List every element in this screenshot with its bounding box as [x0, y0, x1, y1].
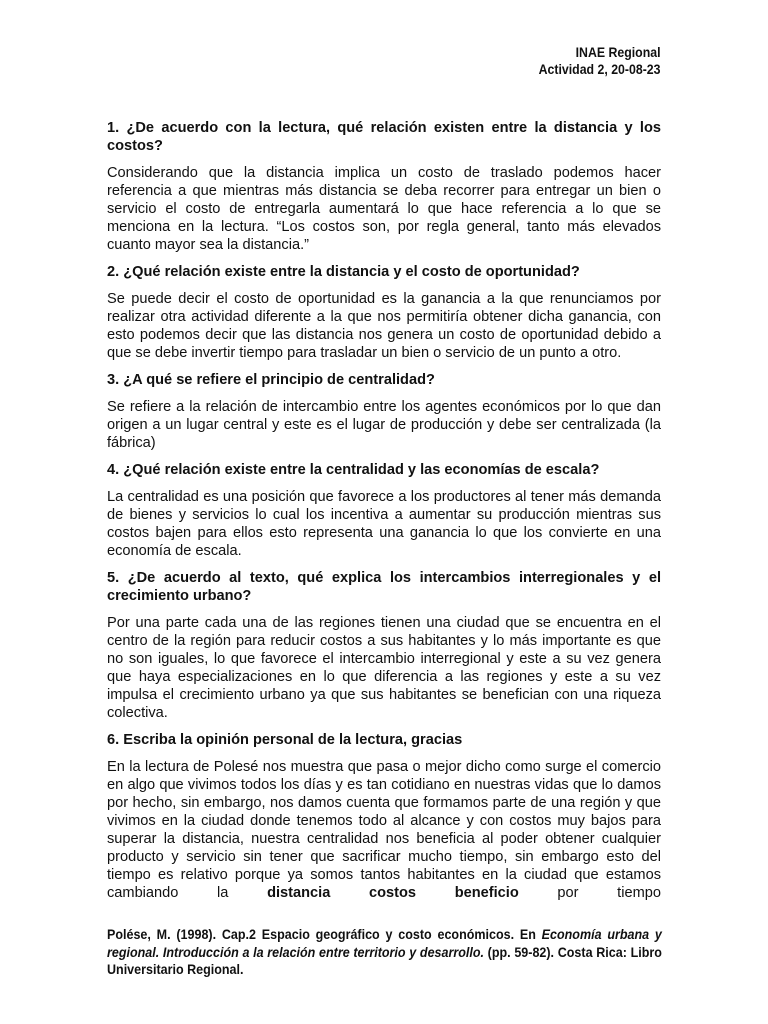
question-1: 1. ¿De acuerdo con la lectura, qué relación existen entre la distancia y los costos?: [107, 120, 661, 154]
answer-6-bold-phrase: distancia costos beneficio: [267, 885, 519, 901]
reference-part-1: Polése, M. (1998). Cap.2 Espacio geográfico y costo económicos. En: [107, 926, 542, 942]
document-header: [539, 44, 661, 78]
activity-date-label: Actividad 2, 20-08-23: [539, 61, 661, 77]
bibliographic-reference: [107, 926, 662, 979]
answer-6: [107, 758, 661, 902]
question-3: 3. ¿A qué se refiere el principio de centralidad?: [107, 372, 435, 388]
answer-4: La centralidad es una posición que favorece a los productores al tener más demanda de bienes y servicios lo cual los incentiva a aumentar su producción mientras sus costos bajen para ellos esto representa una ganancia lo que los convierte en una economía de escala.: [107, 489, 661, 559]
document-body: [107, 119, 661, 911]
question-6: 6. Escriba la opinión personal de la lectura, gracias: [107, 732, 463, 748]
reference-part-2: (pp. 59-82). Costa Rica: Libro Universitario Regional.: [107, 943, 662, 977]
question-2: 2. ¿Qué relación existe entre la distancia y el costo de oportunidad?: [107, 264, 580, 280]
question-5: 5. ¿De acuerdo al texto, qué explica los intercambios interregionales y el crecimiento urbano?: [107, 570, 661, 604]
answer-3: Se refiere a la relación de intercambio entre los agentes económicos por lo que dan origen a un lugar central y este es el lugar de producción y debe ser centralizada (la fábrica): [107, 399, 661, 451]
answer-2: Se puede decir el costo de oportunidad es la ganancia a la que renunciamos por realizar otra actividad diferente a la que nos permitiría obtener dicha ganancia, con esto podemos decir que las distancia nos genera un costo de oportunidad debido a que se debe invertir tiempo para trasladar un bien o servicio de un punto a otro.: [107, 291, 661, 361]
question-4: 4. ¿Qué relación existe entre la centralidad y las economías de escala?: [107, 462, 600, 478]
answer-6-text-start: En la lectura de Polesé nos muestra que pasa o mejor dicho como surge el comercio en algo que vivimos todos los días y es tan cotidiano en nuestras vidas que lo damos por hecho, sin embargo, nos damos cuenta que formamos parte de una región y que vivimos en la ciudad donde tenemos todo al alcance y con costos muy bajos para superar la distancia, nuestra centralidad nos beneficia al poder obtener cualquier producto y servicio sin tener que sacrificar mucho tiempo, sin embargo esto del tiempo es relativo porque ya somos tantos habitantes en la ciudad que estamos cambiando la: [107, 759, 661, 901]
answer-5: Por una parte cada una de las regiones tienen una ciudad que se encuentra en el centro de la región para reducir costos a sus habitantes y lo más importante es que no son iguales, lo que favorece el intercambio interregional y este a su vez genera que haya especializaciones en lo que diferencia a las regiones y este a su vez impulsa el crecimiento urbano ya que sus habitantes se benefician con una riqueza colectiva.: [107, 615, 661, 721]
institution-label: INAE Regional: [576, 44, 661, 60]
answer-6-text-end: por tiempo: [518, 885, 661, 901]
reference-book-title: Economía urbana y regional. Introducción a la relación entre territorio y desarrollo.: [107, 926, 662, 960]
answer-1: Considerando que la distancia implica un costo de traslado podemos hacer referencia a que mientras más distancia se deba recorrer para entregar un bien o servicio el costo de entregarla aumentará lo que hace referencia a lo que se menciona en la lectura. “Los costos son, por regla general, tanto más elevados cuanto mayor sea la distancia.”: [107, 165, 661, 253]
